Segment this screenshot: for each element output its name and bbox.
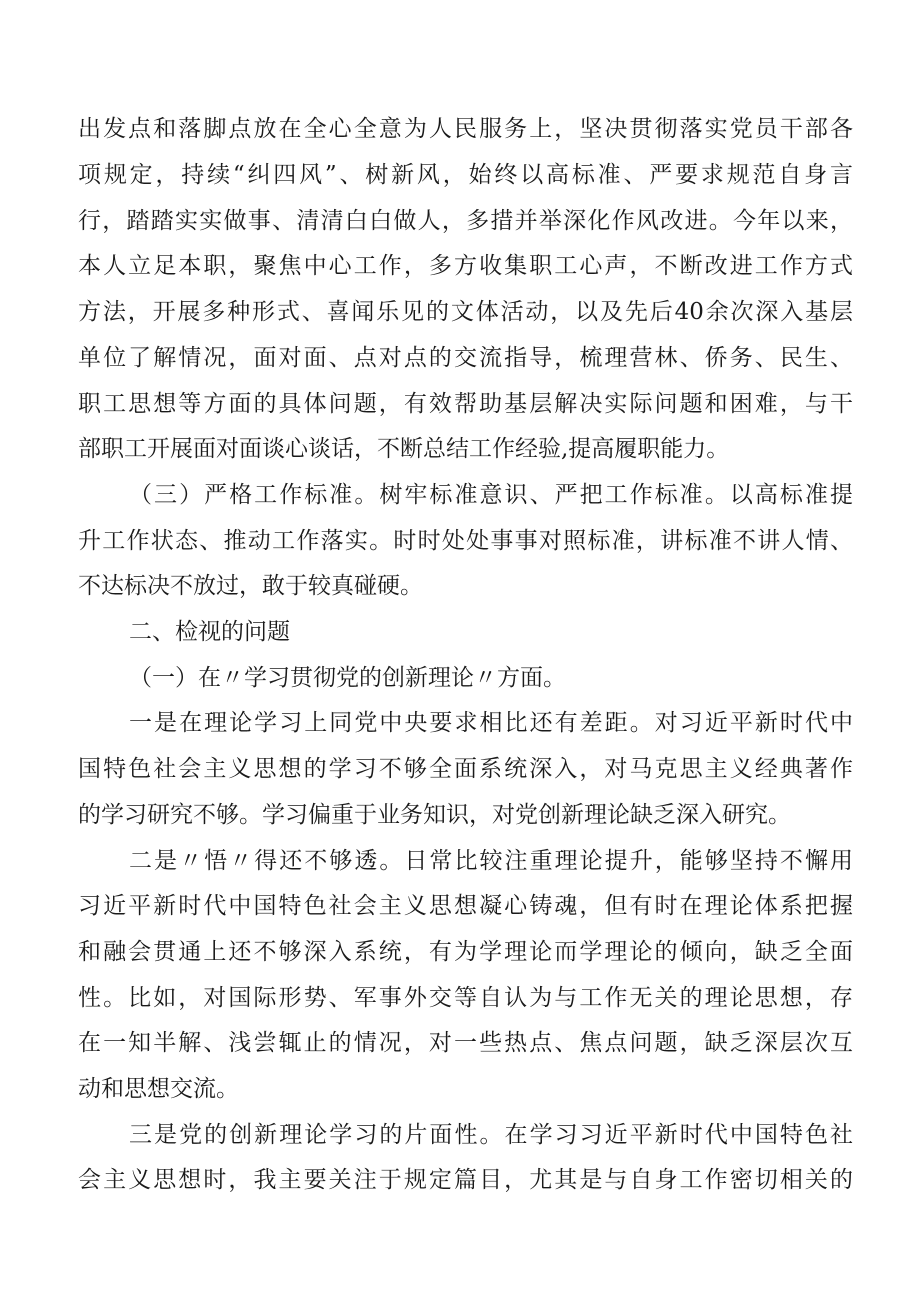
text-line: 升工作状态、推动工作落实。时时处处事事对照标准，讲标准不讲人情、	[78, 528, 853, 554]
text-line: 项规定，持续“纠四风”、树新风，始终以高标准、严要求规范自身言	[78, 162, 853, 188]
text-line: 单位了解情况，面对面、点对点的交流指导，梳理营林、侨务、民生、	[78, 345, 853, 371]
text-line: 职工思想等方面的具体问题，有效帮助基层解决实际问题和困难，与干	[78, 391, 853, 417]
text-line: 性。比如，对国际形势、军事外交等自认为与工作无关的理论思想，存	[78, 985, 853, 1011]
text-line: 一是在理论学习上同党中央要求相比还有差距。对习近平新时代中	[129, 710, 853, 736]
text-line: 行，踏踏实实做事、清清白白做人，多措并举深化作风改进。今年以来，	[78, 208, 853, 234]
text-line: 部职工开展面对面谈心谈话，不断总结工作经验,提高履职能力。	[78, 436, 730, 462]
text-line: 方法，开展多种形式、喜闻乐见的文体活动，以及先后40余次深入基层	[78, 299, 853, 325]
text-line: 动和思想交流。	[78, 1076, 239, 1102]
text-line: 在一知半解、浅尝辄止的情况，对一些热点、焦点问题，缺乏深层次互	[78, 1030, 853, 1056]
section-heading: 二、检视的问题	[129, 619, 290, 645]
text-line: 习近平新时代中国特色社会主义思想凝心铸魂，但有时在理论体系把握	[78, 893, 853, 919]
text-line: 会主义思想时，我主要关注于规定篇目，尤其是与自身工作密切相关的	[78, 1167, 853, 1193]
text-line: 出发点和落脚点放在全心全意为人民服务上，坚决贯彻落实党员干部各	[78, 116, 853, 142]
section-subheading: （一）在〃学习贯彻党的创新理论〃方面。	[129, 665, 566, 691]
text-line: 的学习研究不够。学习偏重于业务知识，对党创新理论缺乏深入研究。	[78, 802, 791, 828]
text-line: 三是党的创新理论学习的片面性。在学习习近平新时代中国特色社	[129, 1122, 853, 1148]
text-line: 二是〃悟〃得还不够透。日常比较注重理论提升，能够坚持不懈用	[129, 848, 853, 874]
text-line: 和融会贯通上还不够深入系统，有为学理论而学理论的倾向，缺乏全面	[78, 939, 853, 965]
text-line: 国特色社会主义思想的学习不够全面系统深入，对马克思主义经典著作	[78, 756, 853, 782]
text-line: （三）严格工作标准。树牢标准意识、严把工作标准。以高标准提	[129, 482, 853, 508]
text-line: 不达标决不放过，敢于较真碰硬。	[78, 573, 423, 599]
text-line: 本人立足本职，聚焦中心工作，多方收集职工心声，不断改进工作方式	[78, 253, 853, 279]
